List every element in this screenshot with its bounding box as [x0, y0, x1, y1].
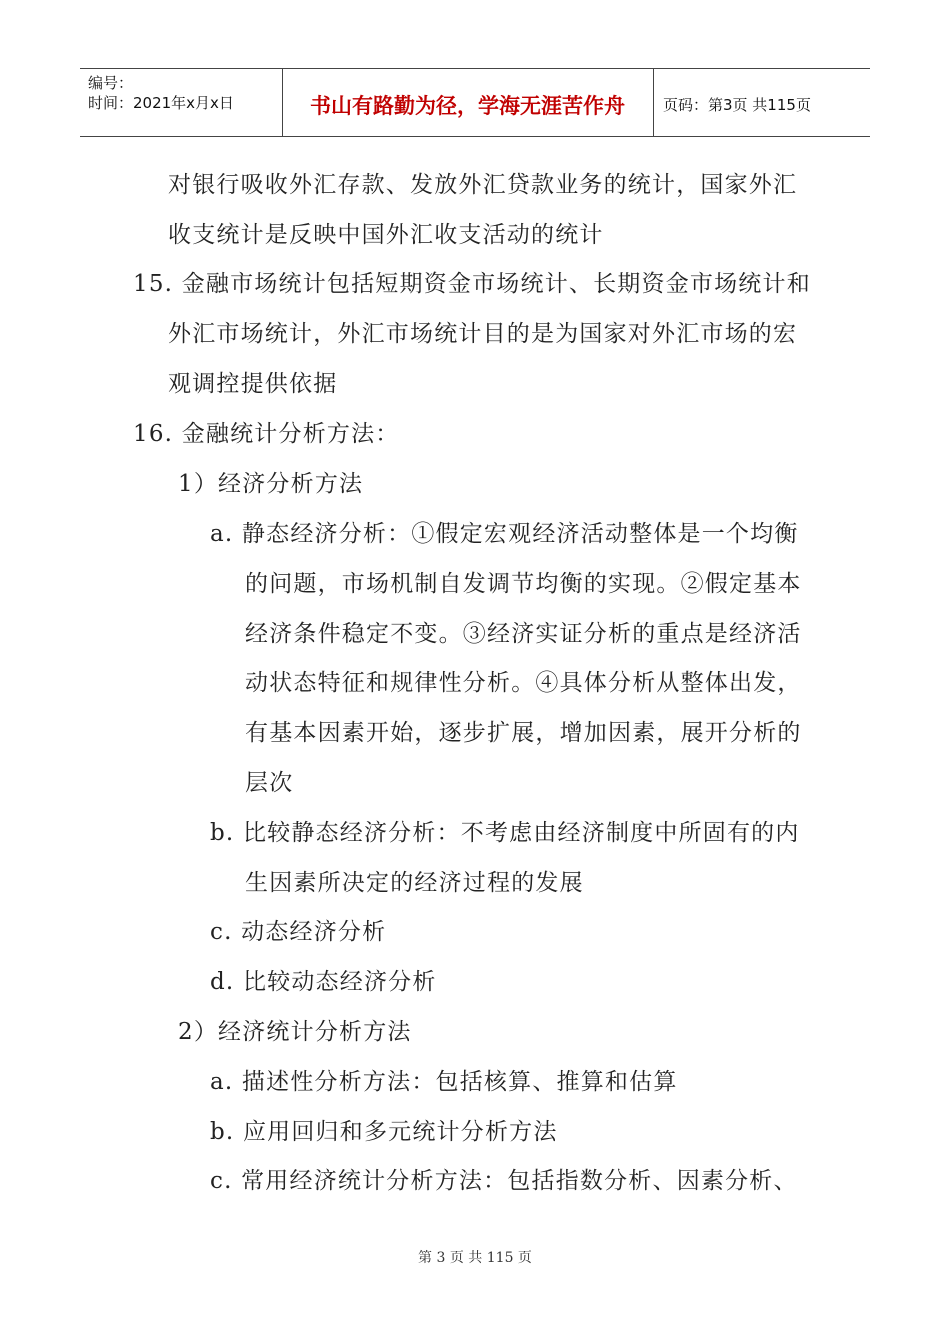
- header-bottom-border: [80, 136, 870, 137]
- sub-item-c: c. 动态经济分析: [210, 919, 387, 945]
- sub-heading-1: 1）经济分析方法: [178, 471, 364, 497]
- body-line: 收支统计是反映中国外汇收支活动的统计: [168, 222, 604, 248]
- body-line: 经济条件稳定不变。③经济实证分析的重点是经济活: [245, 621, 802, 647]
- page-footer: 第 3 页 共 115 页: [418, 1250, 532, 1266]
- header-time-label: 时间：2021年x月x日: [88, 94, 234, 112]
- list-item-15: 15. 金融市场统计包括短期资金市场统计、长期资金市场统计和: [133, 271, 811, 297]
- sub-item-a: a. 描述性分析方法：包括核算、推算和估算: [210, 1069, 678, 1095]
- header-divider-right: [653, 68, 654, 136]
- body-line: 观调控提供依据: [168, 371, 338, 397]
- header-number-label: 编号：: [88, 74, 134, 92]
- body-line: 动状态特征和规律性分析。④具体分析从整体出发，: [245, 670, 802, 696]
- header-page-label: 页码：第3页 共115页: [663, 96, 811, 114]
- header-motto: 书山有路勤为径，学海无涯苦作舟: [310, 94, 625, 118]
- body-line: 生因素所决定的经济过程的发展: [245, 870, 584, 896]
- sub-item-a: a. 静态经济分析：①假定宏观经济活动整体是一个均衡: [210, 521, 799, 547]
- sub-item-d: d. 比较动态经济分析: [210, 969, 437, 995]
- sub-heading-2: 2）经济统计分析方法: [178, 1019, 412, 1045]
- body-line: 有基本因素开始，逐步扩展，增加因素，展开分析的: [245, 720, 802, 746]
- list-item-16: 16. 金融统计分析方法：: [133, 421, 400, 447]
- header-top-border: [80, 68, 870, 69]
- sub-item-b: b. 应用回归和多元统计分析方法: [210, 1119, 558, 1145]
- sub-item-b: b. 比较静态经济分析：不考虑由经济制度中所固有的内: [210, 820, 800, 846]
- body-line: 外汇市场统计，外汇市场统计目的是为国家对外汇市场的宏: [168, 321, 798, 347]
- body-line: 的问题，市场机制自发调节均衡的实现。②假定基本: [245, 571, 802, 597]
- body-line: 对银行吸收外汇存款、发放外汇贷款业务的统计，国家外汇: [168, 172, 798, 198]
- body-line: 层次: [245, 770, 294, 796]
- sub-item-c: c. 常用经济统计分析方法：包括指数分析、因素分析、: [210, 1168, 798, 1194]
